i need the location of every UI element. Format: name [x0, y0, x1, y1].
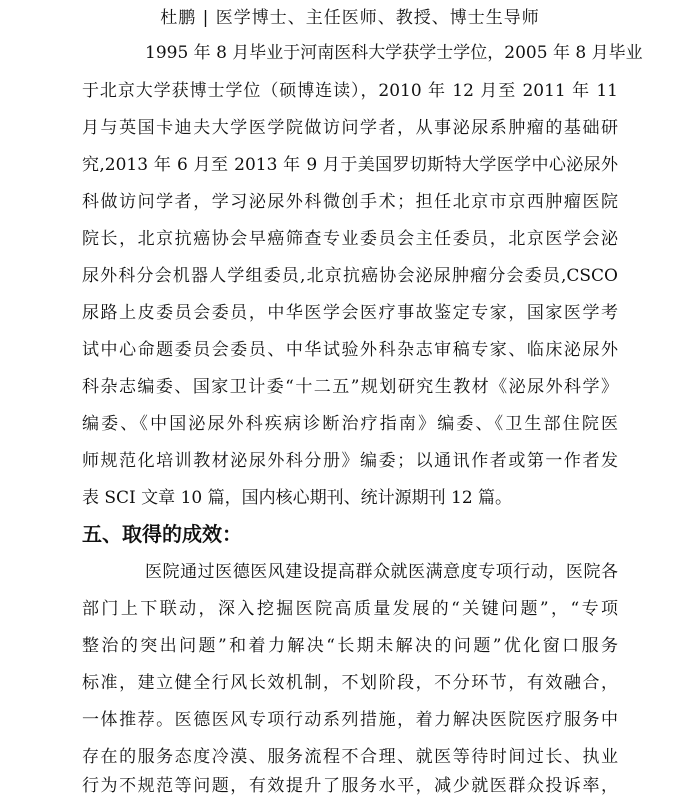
- bio-line: 于北京大学获博士学位（硕博连读），2010 年 12 月至 2011 年 11: [82, 81, 618, 101]
- section-line: 标准，建立健全行风长效机制，不划阶段，不分环节，有效融合，: [82, 673, 618, 693]
- bio-line: 科杂志编委、国家卫计委“十二五”规划研究生教材《泌尿外科学》: [82, 377, 618, 397]
- bio-line: 月与英国卡迪夫大学医学院做访问学者，从事泌尿系肿瘤的基础研: [82, 118, 618, 138]
- bio-line-last: 表 SCI 文章 10 篇，国内核心期刊、统计源期刊 12 篇。: [82, 488, 513, 508]
- bio-line: 尿外科分会机器人学组委员,北京抗癌协会泌尿肿瘤分会委员,CSCO: [82, 266, 618, 286]
- bio-line: 院长，北京抗癌协会早癌筛查专业委员会主任委员，北京医学会泌: [82, 229, 618, 249]
- bio-line: 师规范化培训教材泌尿外科分册》编委；以通讯作者或第一作者发: [82, 451, 618, 471]
- section-line: 行为不规范等问题，有效提升了服务水平，减少就医群众投诉率，: [82, 776, 618, 796]
- bio-line: 科做访问学者，学习泌尿外科微创手术；担任北京市京西肿瘤医院: [82, 192, 618, 212]
- bio-line: 究,2013 年 6 月至 2013 年 9 月于美国罗切斯特大学医学中心泌尿外: [82, 155, 618, 175]
- section-line: 一体推荐。医德医风专项行动系列措施，着力解决医院医疗服务中: [82, 710, 618, 730]
- section-line: 医院通过医德医风建设提高群众就医满意度专项行动，医院各: [145, 562, 618, 582]
- bio-line: 编委、《中国泌尿外科疾病诊断治疗指南》编委、《卫生部住院医: [82, 414, 618, 434]
- author-header: 杜鹏 | 医学博士、主任医师、教授、博士生导师: [160, 8, 540, 28]
- section-heading: 五、取得的成效：: [82, 522, 242, 546]
- bio-line: 试中心命题委员会委员、中华试验外科杂志审稿专家、临床泌尿外: [82, 340, 618, 360]
- bio-line: 尿路上皮委员会委员，中华医学会医疗事故鉴定专家，国家医学考: [82, 303, 618, 323]
- section-line: 存在的服务态度冷漠、服务流程不合理、就医等待时间过长、执业: [82, 747, 618, 767]
- section-line: 整治的突出问题”和着力解决“长期未解决的问题”优化窗口服务: [82, 636, 618, 656]
- section-line: 部门上下联动，深入挖掘医院高质量发展的“关键问题”，“专项: [82, 599, 618, 619]
- bio-line: 1995 年 8 月毕业于河南医科大学获学士学位，2005 年 8 月毕业: [145, 43, 643, 63]
